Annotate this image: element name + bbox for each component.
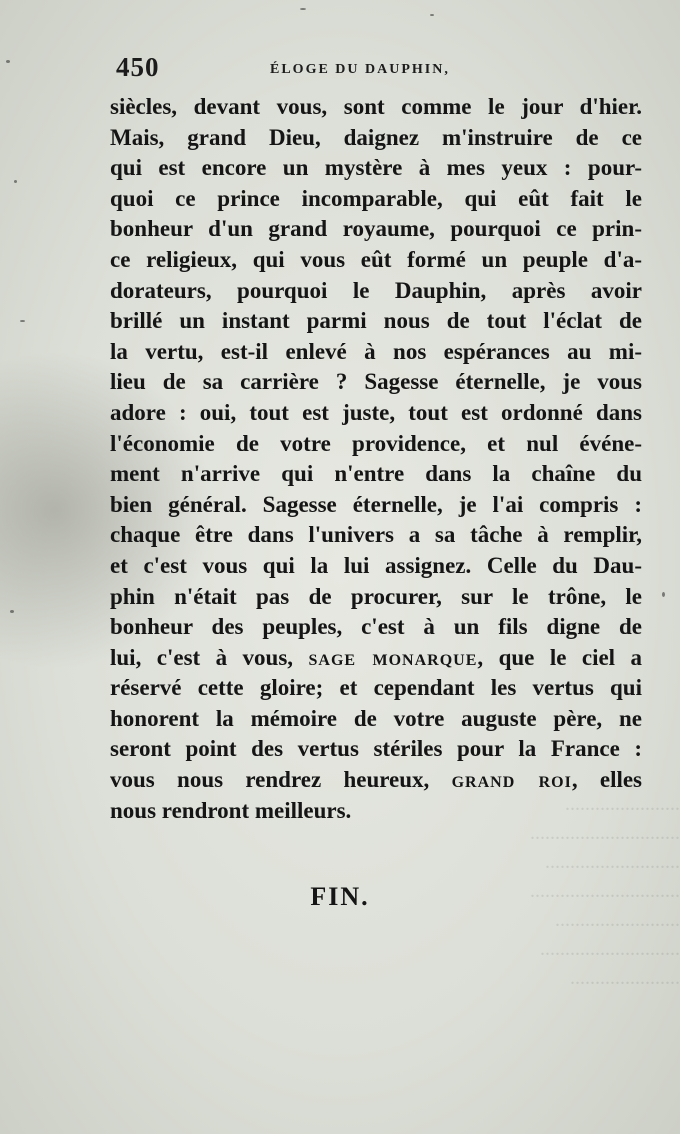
- text-line: bonheur des peuples, c'est à un fils digne de: [110, 614, 642, 640]
- text-line: chaque être dans l'univers a sa tâche à remplir,: [110, 522, 642, 548]
- text-line: Mais, grand Dieu, daignez m'instruire de ce: [110, 124, 642, 150]
- text-line: l'économie de votre providence, et nul événe-: [110, 430, 642, 456]
- running-head: ÉLOGE DU DAUPHIN,: [270, 62, 450, 77]
- small-caps-phrase: grand roi: [451, 767, 572, 793]
- text-line: réservé cette gloire; et cependant les vertus qui: [110, 675, 642, 701]
- text-line: qui est encore un mystère à mes yeux : pour-: [110, 155, 642, 181]
- page-header: [116, 52, 636, 86]
- ink-speck: [430, 14, 434, 16]
- ink-speck: [6, 60, 10, 63]
- ink-speck: [20, 320, 25, 322]
- text-line: adore : oui, tout est juste, tout est ordonné dans: [110, 399, 642, 425]
- text-line: dorateurs, pourquoi le Dauphin, après avoir: [110, 277, 642, 303]
- text-line: nous rendront meilleurs.: [110, 797, 352, 823]
- ink-speck: [300, 8, 306, 10]
- text-line: la vertu, est-il enlevé à nos espérances au mi-: [110, 338, 642, 364]
- text-line: lui, c'est à vous, sage monarque, que le ciel a: [110, 644, 643, 670]
- text-line: phin n'était pas de procurer, sur le trône, le: [110, 583, 642, 609]
- text-line: brillé un instant parmi nous de tout l'éclat de: [110, 308, 642, 334]
- text-line: quoi ce prince incomparable, qui eût fait le: [110, 185, 642, 211]
- text-line: ment n'arrive qui n'entre dans la chaîne du: [110, 461, 642, 487]
- ink-speck: [14, 180, 17, 183]
- ink-speck: [10, 610, 14, 613]
- body-text: [110, 92, 642, 826]
- text-line: vous nous rendrez heureux, grand roi, elles: [110, 767, 643, 793]
- text-line: honorent la mémoire de votre auguste père, ne: [110, 705, 642, 731]
- text-line: seront point des vertus stériles pour la France :: [110, 736, 642, 762]
- text-line: et c'est vous qui la lui assignez. Celle du Dau-: [110, 552, 642, 578]
- text-line: bonheur d'un grand royaume, pourquoi ce prin-: [110, 216, 642, 242]
- page-number: 450: [116, 52, 160, 82]
- text-line: siècles, devant vous, sont comme le jour d'hier.: [110, 94, 642, 119]
- small-caps-phrase: sage monarque: [308, 644, 478, 670]
- text-line: bien général. Sagesse éternelle, je l'ai compris :: [110, 491, 642, 517]
- closing-word: FIN.: [310, 882, 370, 911]
- text-line: lieu de sa carrière ? Sagesse éternelle, je vous: [110, 369, 642, 395]
- ink-speck: [662, 592, 665, 597]
- text-line: ce religieux, qui vous eût formé un peuple d'a-: [110, 246, 642, 272]
- show-through-text: ....................... .............................. ........................... .............................. ......................... ............................ ......................: [530, 793, 680, 989]
